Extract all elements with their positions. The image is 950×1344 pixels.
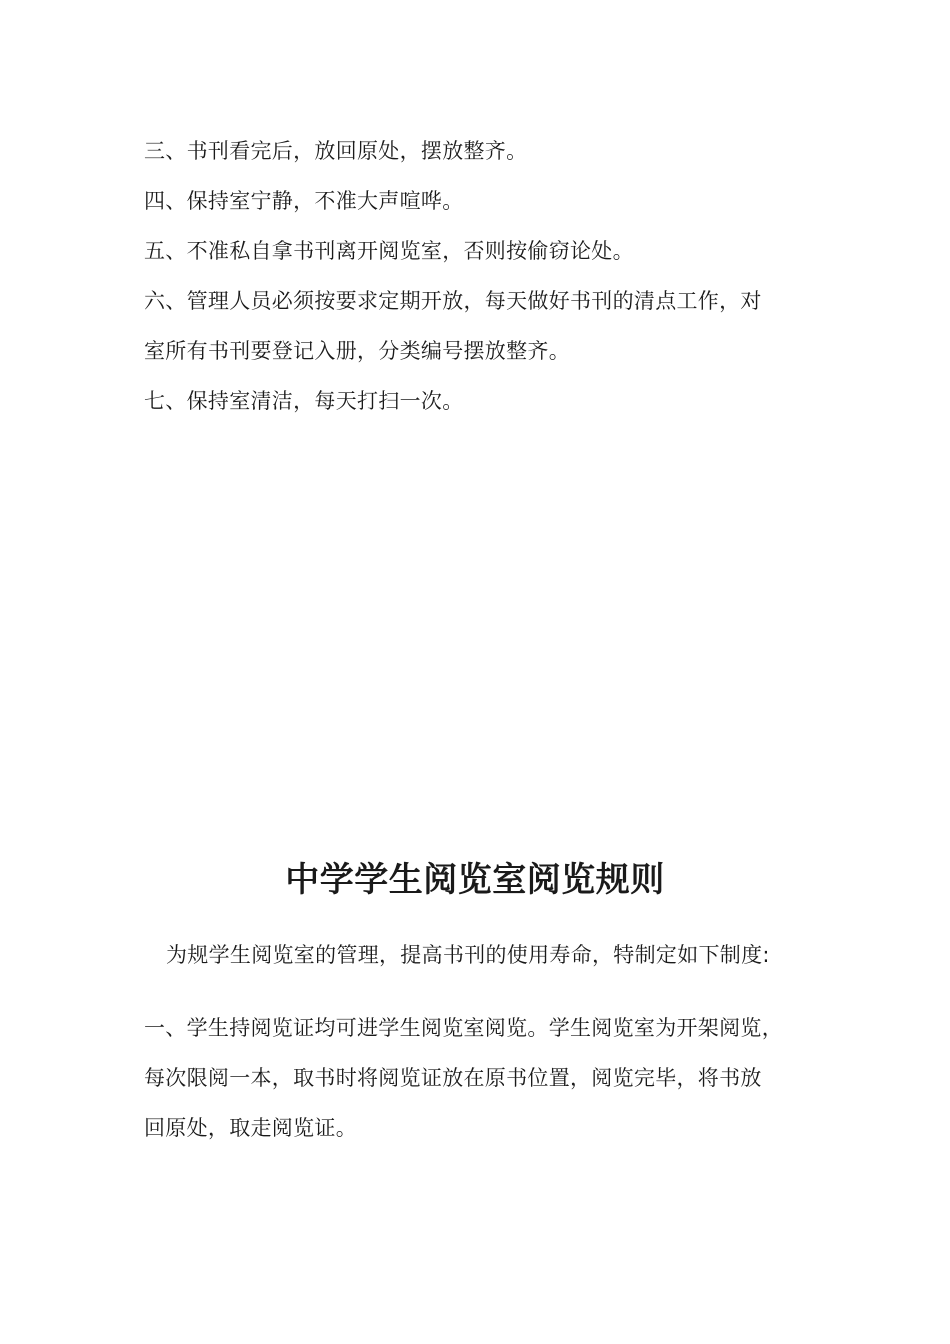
- rule-7: 七、保持室清洁，每天打扫一次。: [144, 389, 464, 413]
- rule-6-line-2: 室所有书刊要登记入册，分类编号摆放整齐。: [144, 339, 570, 363]
- rule-3: 三、书刊看完后，放回原处，摆放整齐。: [144, 139, 528, 163]
- rule-1-line-3: 回原处，取走阅览证。: [144, 1116, 357, 1140]
- rule-1-line-1: 一、学生持阅览证均可进学生阅览室阅览。学生阅览室为开架阅览，: [144, 1016, 783, 1040]
- section-title: 中学学生阅览室阅览规则: [285, 860, 665, 900]
- intro-paragraph: 为规学生阅览室的管理，提高书刊的使用寿命，特制定如下制度:: [166, 943, 770, 967]
- rule-6-line-1: 六、管理人员必须按要求定期开放，每天做好书刊的清点工作，对: [144, 289, 762, 313]
- rule-1-line-2: 每次限阅一本，取书时将阅览证放在原书位置，阅览完毕，将书放: [144, 1066, 762, 1090]
- rule-5: 五、不准私自拿书刊离开阅览室，否则按偷窃论处。: [144, 239, 634, 263]
- rule-4: 四、保持室宁静，不准大声喧哗。: [144, 189, 464, 213]
